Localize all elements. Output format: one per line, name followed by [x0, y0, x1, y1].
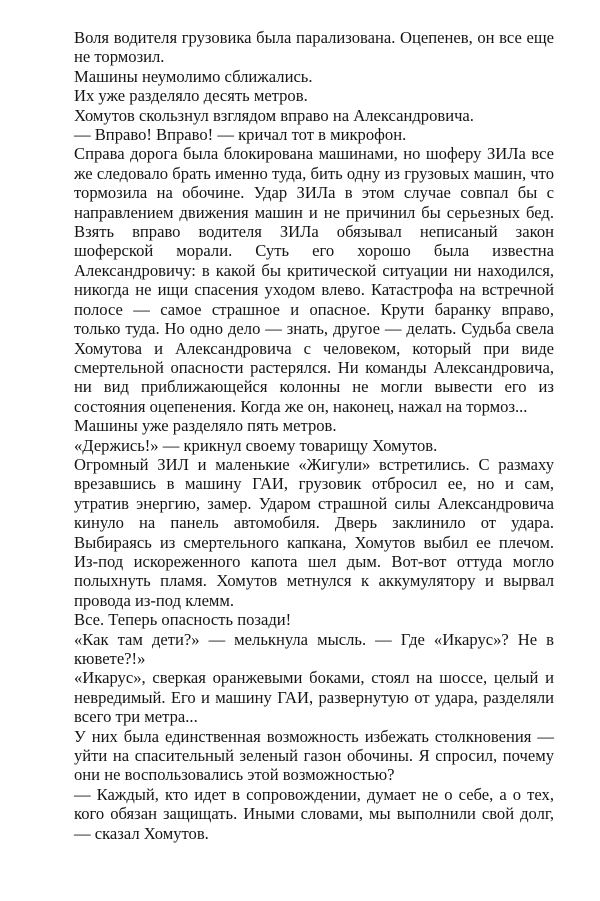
- paragraph-1: Воля водителя грузовика была парализована. Оцепенев, он все еще не тормозил.: [74, 28, 554, 67]
- paragraph-9: Огромный ЗИЛ и маленькие «Жигули» встретились. С размаху врезавшись в машину ГАИ, грузовик отбросил ее, но и сам, утратив энергию, замер. Ударом страшной силы Александровича кинуло на панель автомобиля. Дверь заклинило от удара. Выбираясь из смертельного капкана, Хомутов выбил ее плечом. Из-под искореженного капота шел дым. Вот-вот оттуда могло полыхнуть пламя. Хомутов метнулся к аккумулятору и вырвал провода из-под клемм.: [74, 454, 554, 610]
- paragraph-12: «Икарус», сверкая оранжевыми боками, стоял на шоссе, целый и невредимый. Его и машину ГАИ, развернутую от удара, разделяли всего три метра...: [74, 668, 554, 727]
- paragraph-13: У них была единственная возможность избежать столкновения — уйти на спасительный зеленый газон обочины. Я спросил, почему они не воспользовались этой возможностью?: [74, 726, 554, 785]
- paragraph-5: — Вправо! Вправо! — кричал тот в микрофон.: [74, 125, 407, 145]
- paragraph-6: Справа дорога была блокирована машинами, но шоферу ЗИЛа все же следовало брать именно туда, бить одну из грузовых машин, что тормозила на обочине. Удар ЗИЛа в этом случае совпал бы с направлением движения машин и не причинил бы серьезных бед. Взять вправо водителя ЗИЛа обязывал неписаный закон шоферской морали. Суть его хорошо была известна Александровичу: в какой бы критической ситуации ни находился, никогда не ищи спасения уходом влево. Катастрофа на встречной полосе — самое страшное и опасное. Крути баранку вправо, только туда. Но одно дело — знать, другое — делать. Судьба свела Хомутова и Александровича с человеком, который при виде смертельной опасности растерялся. Ни команды Александровича, ни вид приближающейся колонны не могли вывести его из состояния оцепенения. Когда же он, наконец, нажал на тормоз...: [74, 144, 554, 416]
- paragraph-7: Машины уже разделяло пять метров.: [74, 416, 337, 436]
- paragraph-11: «Как там дети?» — мелькнула мысль. — Где «Икарус»? Не в кювете?!»: [74, 629, 554, 668]
- paragraph-2: Машины неумолимо сближались.: [74, 66, 313, 86]
- paragraph-10: Все. Теперь опасность позади!: [74, 610, 292, 630]
- paragraph-14: — Каждый, кто идет в сопровождении, думает не о себе, а о тех, кого обязан защищать. Иными словами, мы выполнили свой долг, — сказал Хомутов.: [74, 784, 554, 843]
- paragraph-8: «Держись!» — крикнул своему товарищу Хомутов.: [74, 435, 438, 455]
- paragraph-3: Их уже разделяло десять метров.: [74, 86, 308, 106]
- paragraph-4: Хомутов скользнул взглядом вправо на Александровича.: [74, 105, 474, 125]
- book-page: [74, 28, 554, 843]
